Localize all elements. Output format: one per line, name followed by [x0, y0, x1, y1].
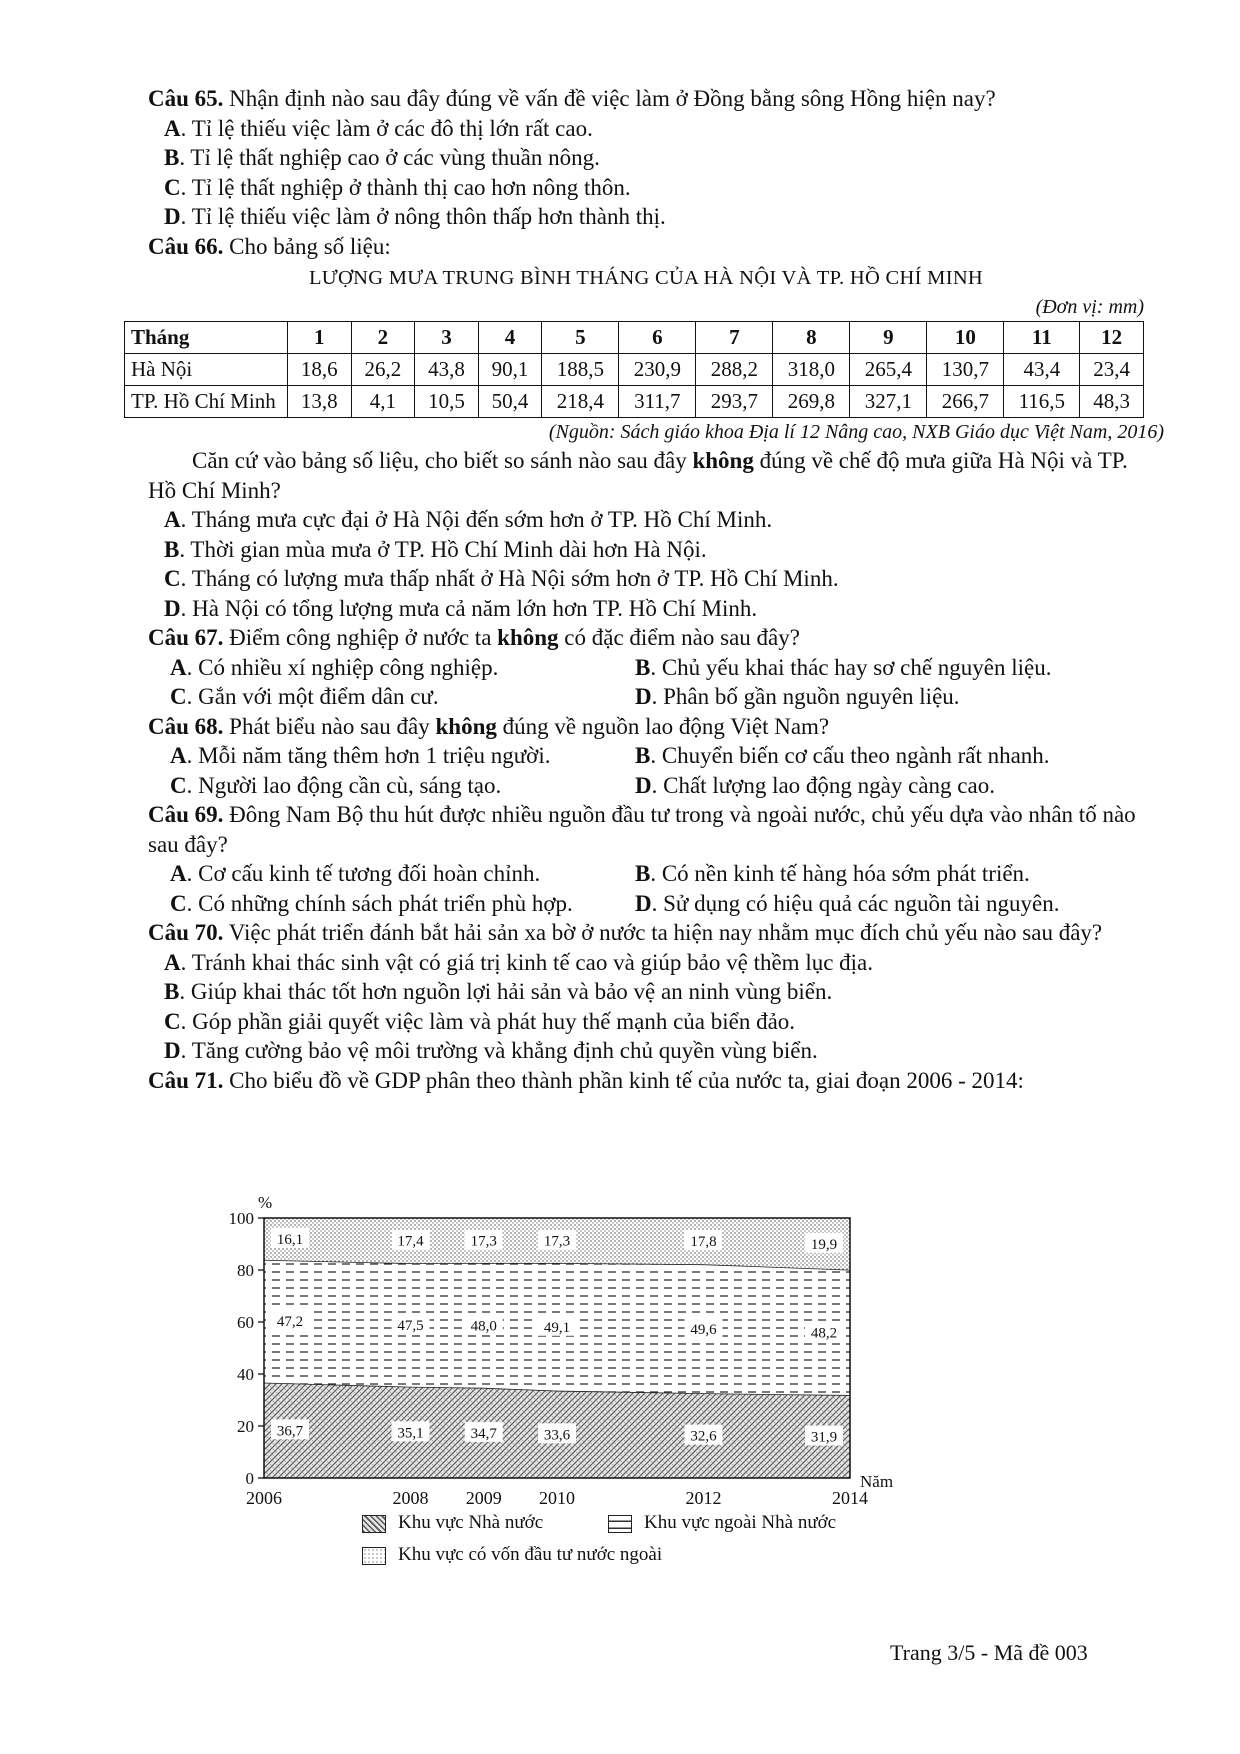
- question-label: Câu 66.: [148, 233, 224, 259]
- table-cell: 266,7: [927, 386, 1004, 418]
- question-label: Câu 71.: [148, 1067, 224, 1093]
- legend-swatch-fdi: [362, 1547, 386, 1565]
- option-d: D. Tăng cường bảo vệ môi trường và khẳng định chủ quyền vùng biển.: [164, 1038, 818, 1063]
- header-cell: 7: [696, 322, 773, 354]
- y-tick-label: 20: [237, 1417, 254, 1436]
- header-cell: 10: [927, 322, 1004, 354]
- data-label: 17,8: [690, 1234, 717, 1251]
- question-label: Câu 65.: [148, 86, 224, 111]
- data-label: 48,0: [470, 1318, 497, 1335]
- data-label: 32,6: [690, 1428, 717, 1445]
- data-label: 17,3: [543, 1233, 571, 1250]
- data-label: 48,2: [810, 1325, 838, 1342]
- legend-item-fdi: Khu vực có vốn đầu tư nước ngoài: [362, 1544, 662, 1566]
- header-cell: 6: [619, 322, 696, 354]
- table-cell: 26,2: [351, 354, 415, 386]
- y-tick-label: 100: [230, 1209, 254, 1228]
- y-axis-label: %: [258, 1193, 273, 1212]
- table-cell: 48,3: [1080, 386, 1144, 418]
- option-row: [148, 771, 1144, 801]
- table-header-row: [125, 322, 1144, 354]
- question-66-stem: Căn cứ vào bảng số liệu, cho biết so sánh nào sau đây không đúng về chế độ mưa giữa Hà Nội và TP. Hồ Chí Minh?: [148, 448, 1128, 503]
- y-tick-label: 80: [237, 1261, 254, 1280]
- option-d: D. Chất lượng lao động ngày càng cao.: [635, 772, 995, 798]
- legend-swatch-non-state: [608, 1515, 632, 1533]
- table-cell: 218,4: [542, 386, 619, 418]
- option-b: B. Thời gian mùa mưa ở TP. Hồ Chí Minh dài hơn Hà Nội.: [164, 536, 707, 562]
- option-b: B. Chuyển biến cơ cấu theo ngành rất nhanh.: [635, 743, 1050, 768]
- question-label: Câu 69.: [148, 802, 224, 827]
- question-text: Cho biểu đồ về GDP phân theo thành phần kinh tế của nước ta, giai đoạn 2006 - 2014:: [223, 1067, 1024, 1093]
- option-row: [148, 682, 1144, 712]
- table-unit: (Đơn vị: mm): [1035, 296, 1144, 318]
- data-label: 34,7: [470, 1425, 497, 1442]
- question-label: Câu 68.: [148, 713, 224, 739]
- legend-item-state: Khu vực Nhà nước: [362, 1512, 543, 1534]
- option-d: D. Tỉ lệ thiếu việc làm ở nông thôn thấp hơn thành thị.: [164, 204, 666, 229]
- data-label: 16,1: [276, 1231, 304, 1248]
- option-d: D. Phân bố gần nguồn nguyên liệu.: [635, 684, 960, 709]
- option-a: A. Tránh khai thác sinh vật có giá trị kinh tế cao và giúp bảo vệ thềm lục địa.: [164, 949, 874, 975]
- table-source: (Nguồn: Sách giáo khoa Địa lí 12 Nâng cao, NXB Giáo dục Việt Nam, 2016): [548, 421, 1164, 443]
- option-c: C. Người lao động cần cù, sáng tạo.: [170, 772, 502, 798]
- header-cell: 11: [1004, 322, 1080, 354]
- question-69: [148, 800, 1144, 859]
- data-label: 47,2: [276, 1314, 304, 1331]
- table-cell: 265,4: [850, 354, 927, 386]
- data-label: 17,4: [397, 1233, 424, 1250]
- question-text: Nhận định nào sau đây đúng về vấn đề việc làm ở Đồng bằng sông Hồng hiện nay?: [223, 86, 996, 111]
- data-label: 31,9: [810, 1429, 838, 1446]
- table-row: [125, 354, 1144, 386]
- option-d: D. Sử dụng có hiệu quả các nguồn tài nguyên.: [635, 890, 1060, 916]
- row-label: TP. Hồ Chí Minh: [125, 386, 288, 418]
- option-a: A. Mỗi năm tăng thêm hơn 1 triệu người.: [170, 743, 551, 768]
- question-65: [148, 84, 1144, 114]
- data-label: 49,1: [543, 1319, 571, 1336]
- option-row: [148, 741, 1144, 771]
- header-cell: Tháng: [125, 322, 288, 354]
- rainfall-table: [124, 321, 1144, 418]
- question-68: Câu 68. Phát biểu nào sau đây không đúng về nguồn lao động Việt Nam?: [148, 713, 830, 739]
- table-cell: 293,7: [696, 386, 773, 418]
- x-tick-label: 2014: [832, 1488, 868, 1508]
- option-b: B. Có nền kinh tế hàng hóa sớm phát triển.: [635, 861, 1030, 886]
- header-cell: 5: [542, 322, 619, 354]
- header-cell: 3: [415, 322, 479, 354]
- table-cell: 23,4: [1080, 354, 1144, 386]
- row-label: Hà Nội: [125, 354, 288, 386]
- legend-item-non-state: Khu vực ngoài Nhà nước: [608, 1512, 836, 1534]
- table-cell: 10,5: [415, 386, 479, 418]
- table-cell: 43,8: [415, 354, 479, 386]
- question-71: [148, 1066, 1144, 1096]
- data-label: 17,3: [470, 1233, 497, 1250]
- question-text: Cho bảng số liệu:: [223, 233, 391, 259]
- question-text: Đông Nam Bộ thu hút được nhiều nguồn đầu tư trong và ngoài nước, chủ yếu dựa vào nhân tố nào sau đây?: [148, 802, 1136, 857]
- option-row: [148, 889, 1144, 919]
- table-cell: 90,1: [478, 354, 542, 386]
- table-cell: 50,4: [478, 386, 542, 418]
- option-b: B. Tỉ lệ thất nghiệp cao ở các vùng thuần nông.: [164, 145, 600, 170]
- option-c: C. Có những chính sách phát triển phù hợp.: [170, 890, 573, 916]
- question-label: Câu 67.: [148, 625, 224, 650]
- data-label: 36,7: [276, 1423, 304, 1440]
- x-tick-label: 2006: [246, 1488, 282, 1508]
- table-cell: 13,8: [288, 386, 352, 418]
- option-d: D. Hà Nội có tổng lượng mưa cả năm lớn hơn TP. Hồ Chí Minh.: [164, 595, 758, 621]
- option-b: B. Giúp khai thác tốt hơn nguồn lợi hải sản và bảo vệ an ninh vùng biển.: [164, 979, 833, 1004]
- page-footer: Trang 3/5 - Mã đề 003: [890, 1640, 1088, 1665]
- option-row: [148, 859, 1144, 889]
- table-cell: 43,4: [1004, 354, 1080, 386]
- x-tick-label: 2008: [392, 1488, 429, 1508]
- x-axis-label: Năm: [860, 1472, 894, 1491]
- question-70: [148, 918, 1144, 948]
- table-cell: 269,8: [773, 386, 850, 418]
- table-cell: 188,5: [542, 354, 619, 386]
- gdp-area-chart: [230, 1148, 1030, 1608]
- table-row: [125, 386, 1144, 418]
- option-c: C. Tháng có lượng mưa thấp nhất ở Hà Nội sớm hơn ở TP. Hồ Chí Minh.: [164, 566, 839, 591]
- option-a: A. Tháng mưa cực đại ở Hà Nội đến sớm hơn ở TP. Hồ Chí Minh.: [164, 507, 773, 532]
- table-cell: 311,7: [619, 386, 696, 418]
- option-row: [148, 653, 1144, 683]
- header-cell: 12: [1080, 322, 1144, 354]
- header-cell: 1: [288, 322, 352, 354]
- table-cell: 130,7: [927, 354, 1004, 386]
- table-title: LƯỢNG MƯA TRUNG BÌNH THÁNG CỦA HÀ NỘI VÀ TP. HỒ CHÍ MINH: [308, 267, 984, 289]
- x-tick-label: 2010: [539, 1488, 575, 1508]
- exam-page: [131, 84, 1164, 1095]
- header-cell: 2: [351, 322, 415, 354]
- question-label: Câu 70.: [148, 920, 224, 945]
- table-cell: 116,5: [1004, 386, 1080, 418]
- header-cell: 4: [478, 322, 542, 354]
- question-text: Việc phát triển đánh bắt hải sản xa bờ ở nước ta hiện nay nhằm mục đích chủ yếu nào sau đây?: [223, 920, 1103, 945]
- option-b: B. Chủ yếu khai thác hay sơ chế nguyên liệu.: [635, 654, 1052, 680]
- data-label: 35,1: [397, 1425, 424, 1442]
- table-cell: 4,1: [351, 386, 415, 418]
- header-cell: 9: [850, 322, 927, 354]
- option-c: C. Góp phần giải quyết việc làm và phát huy thế mạnh của biển đảo.: [164, 1008, 796, 1034]
- question-67: Câu 67. Điểm công nghiệp ở nước ta không có đặc điểm nào sau đây?: [148, 625, 800, 650]
- data-label: 49,6: [690, 1321, 717, 1338]
- table-cell: 327,1: [850, 386, 927, 418]
- chart-svg: [230, 1148, 1030, 1508]
- data-label: 47,5: [397, 1317, 424, 1334]
- y-tick-label: 60: [237, 1313, 254, 1332]
- x-tick-label: 2012: [685, 1488, 722, 1508]
- legend-swatch-state: [362, 1515, 386, 1533]
- x-tick-label: 2009: [465, 1488, 502, 1508]
- option-c: C. Gắn với một điểm dân cư.: [170, 684, 439, 709]
- table-cell: 318,0: [773, 354, 850, 386]
- table-cell: 230,9: [619, 354, 696, 386]
- data-label: 33,6: [543, 1427, 571, 1444]
- y-tick-label: 40: [237, 1365, 254, 1384]
- option-a: A. Tỉ lệ thiếu việc làm ở các đô thị lớn rất cao.: [164, 115, 593, 141]
- option-c: C. Tỉ lệ thất nghiệp ở thành thị cao hơn nông thôn.: [164, 174, 631, 200]
- table-cell: 288,2: [696, 354, 773, 386]
- y-tick-label: 0: [245, 1469, 254, 1488]
- table-cell: 18,6: [288, 354, 352, 386]
- header-cell: 8: [773, 322, 850, 354]
- option-a: A. Cơ cấu kinh tế tương đối hoàn chỉnh.: [170, 861, 541, 886]
- data-label: 19,9: [810, 1236, 838, 1253]
- option-a: A. Có nhiều xí nghiệp công nghiệp.: [170, 654, 499, 680]
- question-66: [148, 232, 1144, 262]
